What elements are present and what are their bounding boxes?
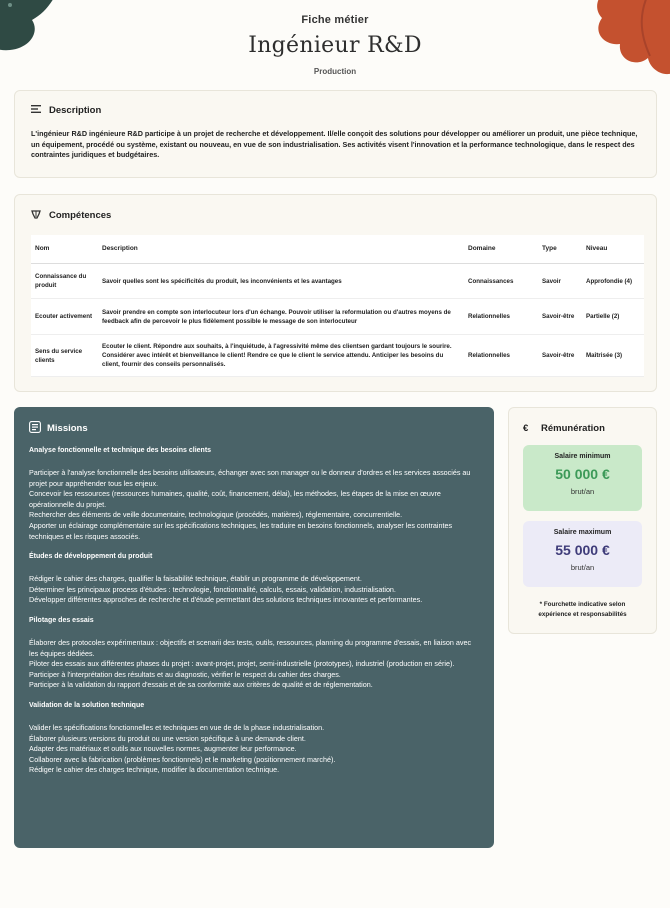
salary-min-box [523,445,642,511]
mission-section-body [29,574,479,606]
salary-max-unit: brut/an [570,563,595,572]
cell-description: Ecouter le client. Répondre aux souhaits, à l'inquiétude, à l'agressivité même des clientsen gardant toujours le sourire. Considérer avec intérêt et bienveillance le client! Rendre ce que le client le service attendu. Anticiper les besoins du client, fournir des conseils personnalisés. [98,335,464,377]
mission-line: Élaborer plusieurs versions du produit ou une version spécifique à une demande client. [29,733,306,743]
checklist-icon [29,421,41,436]
cell-domaine: Relationnelles [464,335,538,377]
page-kicker: Fiche métier [301,14,369,26]
euro-icon: € [523,423,529,434]
mission-line: Apporter un éclairage complémentaire sur les spécifications techniques, les traduire en besoins fonctionnels, analyser les contraintes techniques et les risques associés. [29,520,453,541]
text-lines-icon [31,105,43,116]
salary-note: * Fourchette indicative selon expérience et responsabilités [538,601,627,618]
mission-line: Piloter des essais aux différentes phases du projet : avant-projet, projet, semi-industrielle (prototypes), industriel (production en série). [29,659,455,669]
mission-line: Collaborer avec la fabrication (problèmes fonctionnels) et le marketing (positionnement marché). [29,754,336,764]
competences-table [31,235,644,377]
decorative-leaf-left [0,0,65,55]
cell-niveau: Maîtrisée (3) [582,335,644,377]
mission-line: Adapter des matériaux et outils aux nouvelles normes, augmenter leur performance. [29,744,297,754]
competences-heading [31,209,640,222]
missions-heading-label: Missions [47,423,88,434]
mission-line: Élaborer des protocoles expérimentaux : objectifs et scenarii des tests, outils, ressources, planning du programme d'essais, en liaison avec les équipes dédiées. [29,637,472,658]
mission-section [29,702,479,776]
salary-max-label: Salaire maximum [553,529,612,536]
mission-section-title: Analyse fonctionnelle et technique des besoins clients [29,447,212,454]
cell-type: Savoir-être [538,335,582,377]
table-row [31,299,644,335]
description-card [14,90,657,178]
mission-section [29,553,479,606]
decorative-leaf-right [590,0,670,80]
remuneration-heading-label: Rémunération [541,423,605,434]
cell-nom: Connaissance du produit [31,264,98,299]
table-row [31,264,644,299]
description-heading [31,105,640,116]
cell-description: Savoir prendre en compte son interlocuteur lors d'un échange. Pouvoir utiliser la reformulation ou d'autres moyens de feedback afin de percevoir le plus fidèlement possible le message de son interlocuteur [98,299,464,335]
cell-niveau: Partielle (2) [582,299,644,335]
mission-section-body [29,638,479,691]
mission-section-title: Validation de la solution technique [29,701,145,709]
mission-line: Déterminer les principaux process d'études : technologie, fonctionnalité, calculs, essais, validation, industrialisation. [29,584,396,594]
salary-min-value: 50 000 € [555,466,610,482]
mission-section-title: Pilotage des essais [29,616,94,624]
mission-line: Participer à l'analyse fonctionnelle des besoins utilisateurs, échanger avec son manager ou le donneur d'ordres et les services associés au projet pour appréhender tous les enjeux. [29,468,471,488]
remuneration-card [508,407,657,634]
mission-section-title: Études de développement du produit [29,553,153,561]
salary-max-box [523,521,642,587]
page-title: Ingénieur R&D [248,33,422,58]
salary-max-value: 55 000 € [555,542,610,558]
mission-section-body [29,468,479,542]
column-header-niveau: Niveau [582,235,644,264]
salary-min-label: Salaire minimum [554,453,611,460]
mission-line: Valider les spécifications fonctionnelles et techniques en vue de de la phase industrialisation. [29,722,325,732]
column-header-type: Type [538,235,582,264]
missions-card [14,407,494,848]
page-header [0,0,670,76]
cell-type: Savoir [538,264,582,299]
mission-line: Concevoir les ressources (ressources humaines, qualité, coût, financement, délai), les méthodes, les étapes de la mise en œuvre opérationnelle du projet. [29,489,441,509]
mission-section [29,447,479,542]
description-text: L'ingénieur R&D ingénieure R&D participe à un projet de recherche et développement. Il/elle conçoit des solutions pour développer ou améliorer un produit, une pièce technique, un équipement, procédé ou système, existant ou nouveau, en vue de son industrialisation. Ses activités visent l'innovation et la performance technologique, dans le respect des contraintes juridiques et budgétaires. [31,129,638,159]
column-header-description: Description [98,235,464,264]
mission-line: Participer à l'interprétation des résultats et au diagnostic, vérifier le respect du cahier des charges. [29,669,341,679]
mission-line: Rédiger le cahier des charges technique, modifier la documentation technique. [29,765,280,775]
cell-domaine: Relationnelles [464,299,538,335]
competences-card [14,194,657,392]
table-row [31,335,644,377]
brain-icon [31,209,43,222]
cell-type: Savoir-être [538,299,582,335]
cell-niveau: Approfondie (4) [582,264,644,299]
mission-line: Rédiger le cahier des charges, qualifier la faisabilité technique, établir un programme de développement. [29,574,362,584]
mission-line: Participer à la validation du rapport d'essais et de sa conformité aux critères de qualité et de réglementation. [29,680,373,690]
cell-description: Savoir quelles sont les spécificités du produit, les inconvénients et les avantages [98,264,464,299]
salary-min-unit: brut/an [570,487,595,496]
description-heading-label: Description [49,105,102,116]
mission-line: Rechercher des éléments de veille documentaire, technologique (procédés, matières), réglementaire, concurrentielle. [29,510,403,520]
mission-section [29,617,479,691]
mission-line: Développer différentes approches de recherche et d'étude permettant des solutions techniques innovantes et performantes. [29,595,423,605]
column-header-domaine: Domaine [464,235,538,264]
competences-heading-label: Compétences [49,210,112,221]
cell-nom: Ecouter activement [31,299,98,335]
missions-heading [29,421,479,436]
column-header-nom: Nom [31,235,98,264]
page-subtitle: Production [313,67,357,76]
remuneration-heading [523,423,642,434]
table-header-row [31,235,644,264]
mission-section-body [29,723,479,776]
cell-nom: Sens du service clients [31,335,98,377]
cell-domaine: Connaissances [464,264,538,299]
